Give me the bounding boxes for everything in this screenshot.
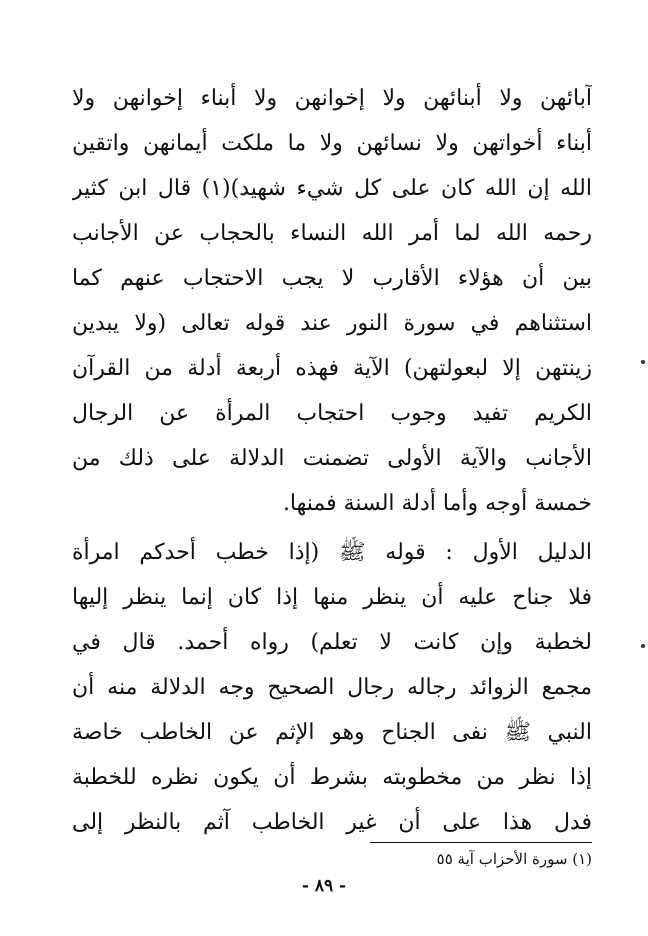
text-line: الأجانب والآية الأولى تضمنت الدلالة على ذلك من (72, 446, 592, 471)
text-line: رحمه الله لما أمر الله النساء بالحجاب عن الأجانب (72, 221, 592, 246)
text-line: بين أن هؤلاء الأقارب لا يجب الاحتجاب عنهم كما (72, 266, 592, 291)
text-line: أبناء أخواتهن ولا نسائهن ولا ما ملكت أيمانهن واتقين (72, 131, 592, 156)
text-line: الله إن الله كان على كل شيء شهيد)(١) قال ابن كثير (72, 176, 592, 201)
text-line: فلا جناح عليه أن ينظر منها إذا كان إنما ينظر إليها (72, 585, 592, 610)
text-line: آبائهن ولا أبنائهن ولا إخوانهن ولا أبناء إخوانهن ولا (72, 86, 592, 111)
footnote: (١) سورة الأحزاب آية ٥٥ (436, 850, 592, 868)
text-line: زينتهن إلا لبعولتهن) الآية فهذه أربعة أدلة من القرآن (72, 356, 592, 381)
paragraph-1 (72, 76, 592, 526)
text-line: النبي ﷺ نفى الجناح وهو الإثم عن الخاطب خاصة (72, 720, 592, 745)
text-line: الدليل الأول : قوله ﷺ (إذا خطب أحدكم امرأة (72, 540, 592, 565)
text-line: الكريم تفيد وجوب احتجاب المرأة عن الرجال (72, 401, 592, 426)
text-line: استثناهم في سورة النور عند قوله تعالى (ولا يبدين (72, 311, 592, 336)
text-line: خمسة أوجه وأما أدلة السنة فمنها. (282, 491, 592, 516)
text-line: مجمع الزوائد رجاله رجال الصحيح وجه الدلالة منه أن (72, 675, 592, 700)
text-line: لخطبة وإن كانت لا تعلم) رواه أحمد. قال في (72, 630, 592, 655)
paragraph-2 (72, 530, 592, 845)
page-number: - ٨٩ - (301, 876, 347, 896)
footnote-divider (370, 842, 592, 843)
text-line: فدل هذا على أن غير الخاطب آثم بالنظر إلى (72, 810, 592, 835)
margin-dot (641, 360, 645, 364)
margin-dot (641, 644, 645, 648)
text-line: إذا نظر من مخطوبته بشرط أن يكون نظره للخطبة (72, 765, 592, 790)
